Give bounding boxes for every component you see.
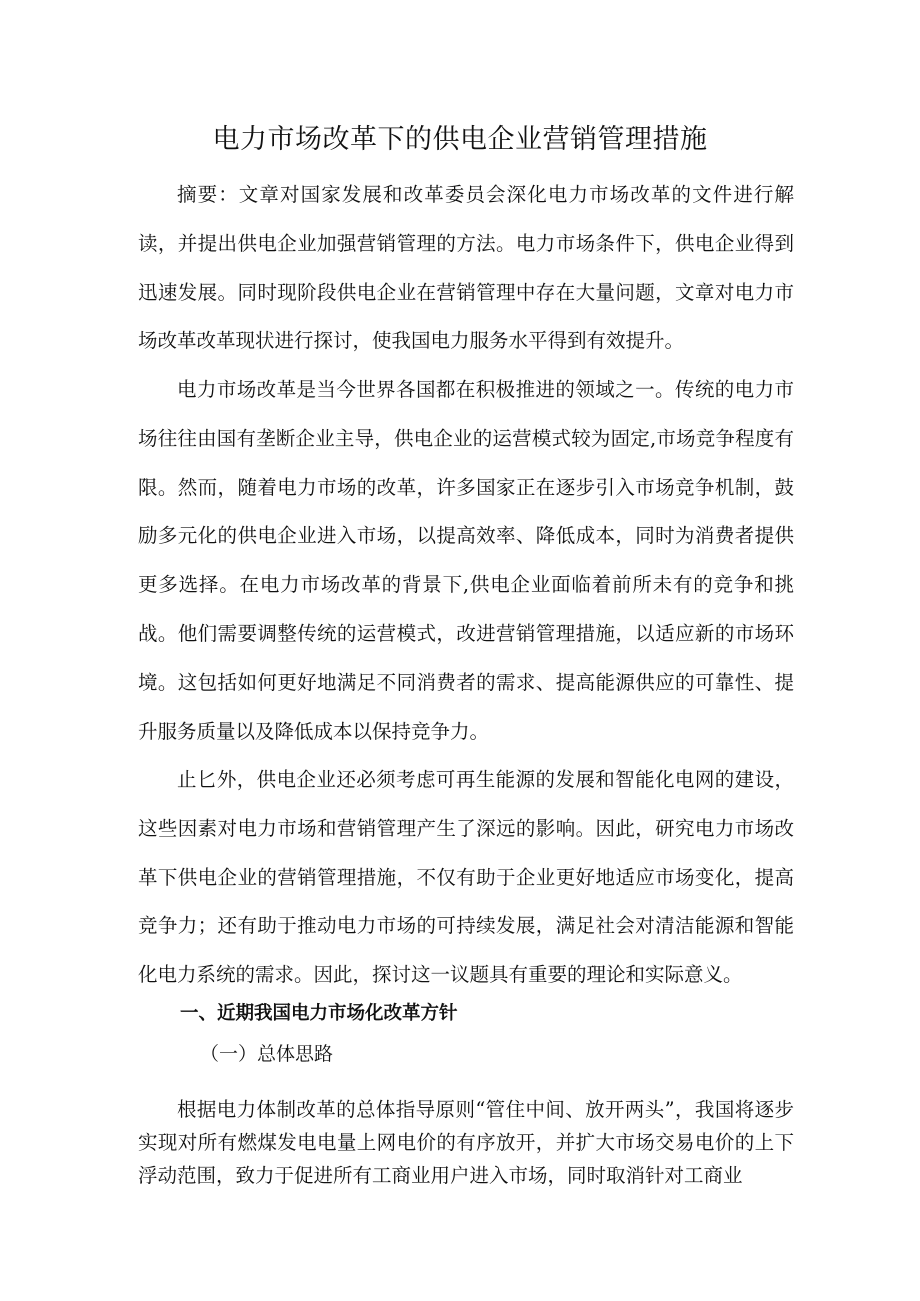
intro-paragraph-1 [138,366,794,756]
abstract-paragraph: 摘要：文章对国家发展和改革委员会深化电力市场改革的文件进行解读，并提出供电企业加强营销管理的方法。电力市场条件下，供电企业得到迅速发展。同时现阶段供电企业在营销管理中存在大量问题，文章对电力市场改革改革现状进行探讨，使我国电力服务水平得到有效提升。 [138,183,794,353]
section-paragraph [138,1093,794,1192]
subsection-heading: （一）总体思路 [200,1043,334,1065]
body-paragraph: 止匕外，供电企业还必须考虑可再生能源的发展和智能化电网的建设，这些因素对电力市场和营销管理产生了深远的影响。因此，研究电力市场改革下供电企业的营销管理措施，不仅有助于企业更好地适应市场变化，提高竞争力；还有助于推动电力市场的可持续发展，满足社会对清洁能源和智能化电力系统的需求。因此，探讨这一议题具有重要的理论和实际意义。 [138,768,794,987]
abstract-block [138,171,794,366]
intro-paragraph-2 [138,756,794,1000]
section-heading: 一、近期我国电力市场化改革方针 [180,1003,458,1024]
body-paragraph: 根据电力体制改革的总体指导原则“管住中间、放开两头”，我国将逐步实现对所有燃煤发电电量上网电价的有序放开，并扩大市场交易电价的上下浮动范围，致力于促进所有工商业用户进入市场，同时取消针对工商业 [138,1098,794,1187]
body-paragraph: 电力市场改革是当今世界各国都在积极推进的领域之一。传统的电力市场往往由国有垄断企业主导，供电企业的运营模式较为固定,市场竞争程度有限。然而，随着电力市场的改革，许多国家正在逐步引入市场竞争机制，鼓励多元化的供电企业进入市场，以提高效率、降低成本，同时为消费者提供更多选择。在电力市场改革的背景下,供电企业面临着前所未有的竞争和挑战。他们需要调整传统的运营模式，改进营销管理措施，以适应新的市场环境。这包括如何更好地满足不同消费者的需求、提高能源供应的可靠性、提升服务质量以及降低成本以保持竞争力。 [138,378,794,743]
document-title: 电力市场改革下的供电企业营销管理措施 [212,124,708,155]
